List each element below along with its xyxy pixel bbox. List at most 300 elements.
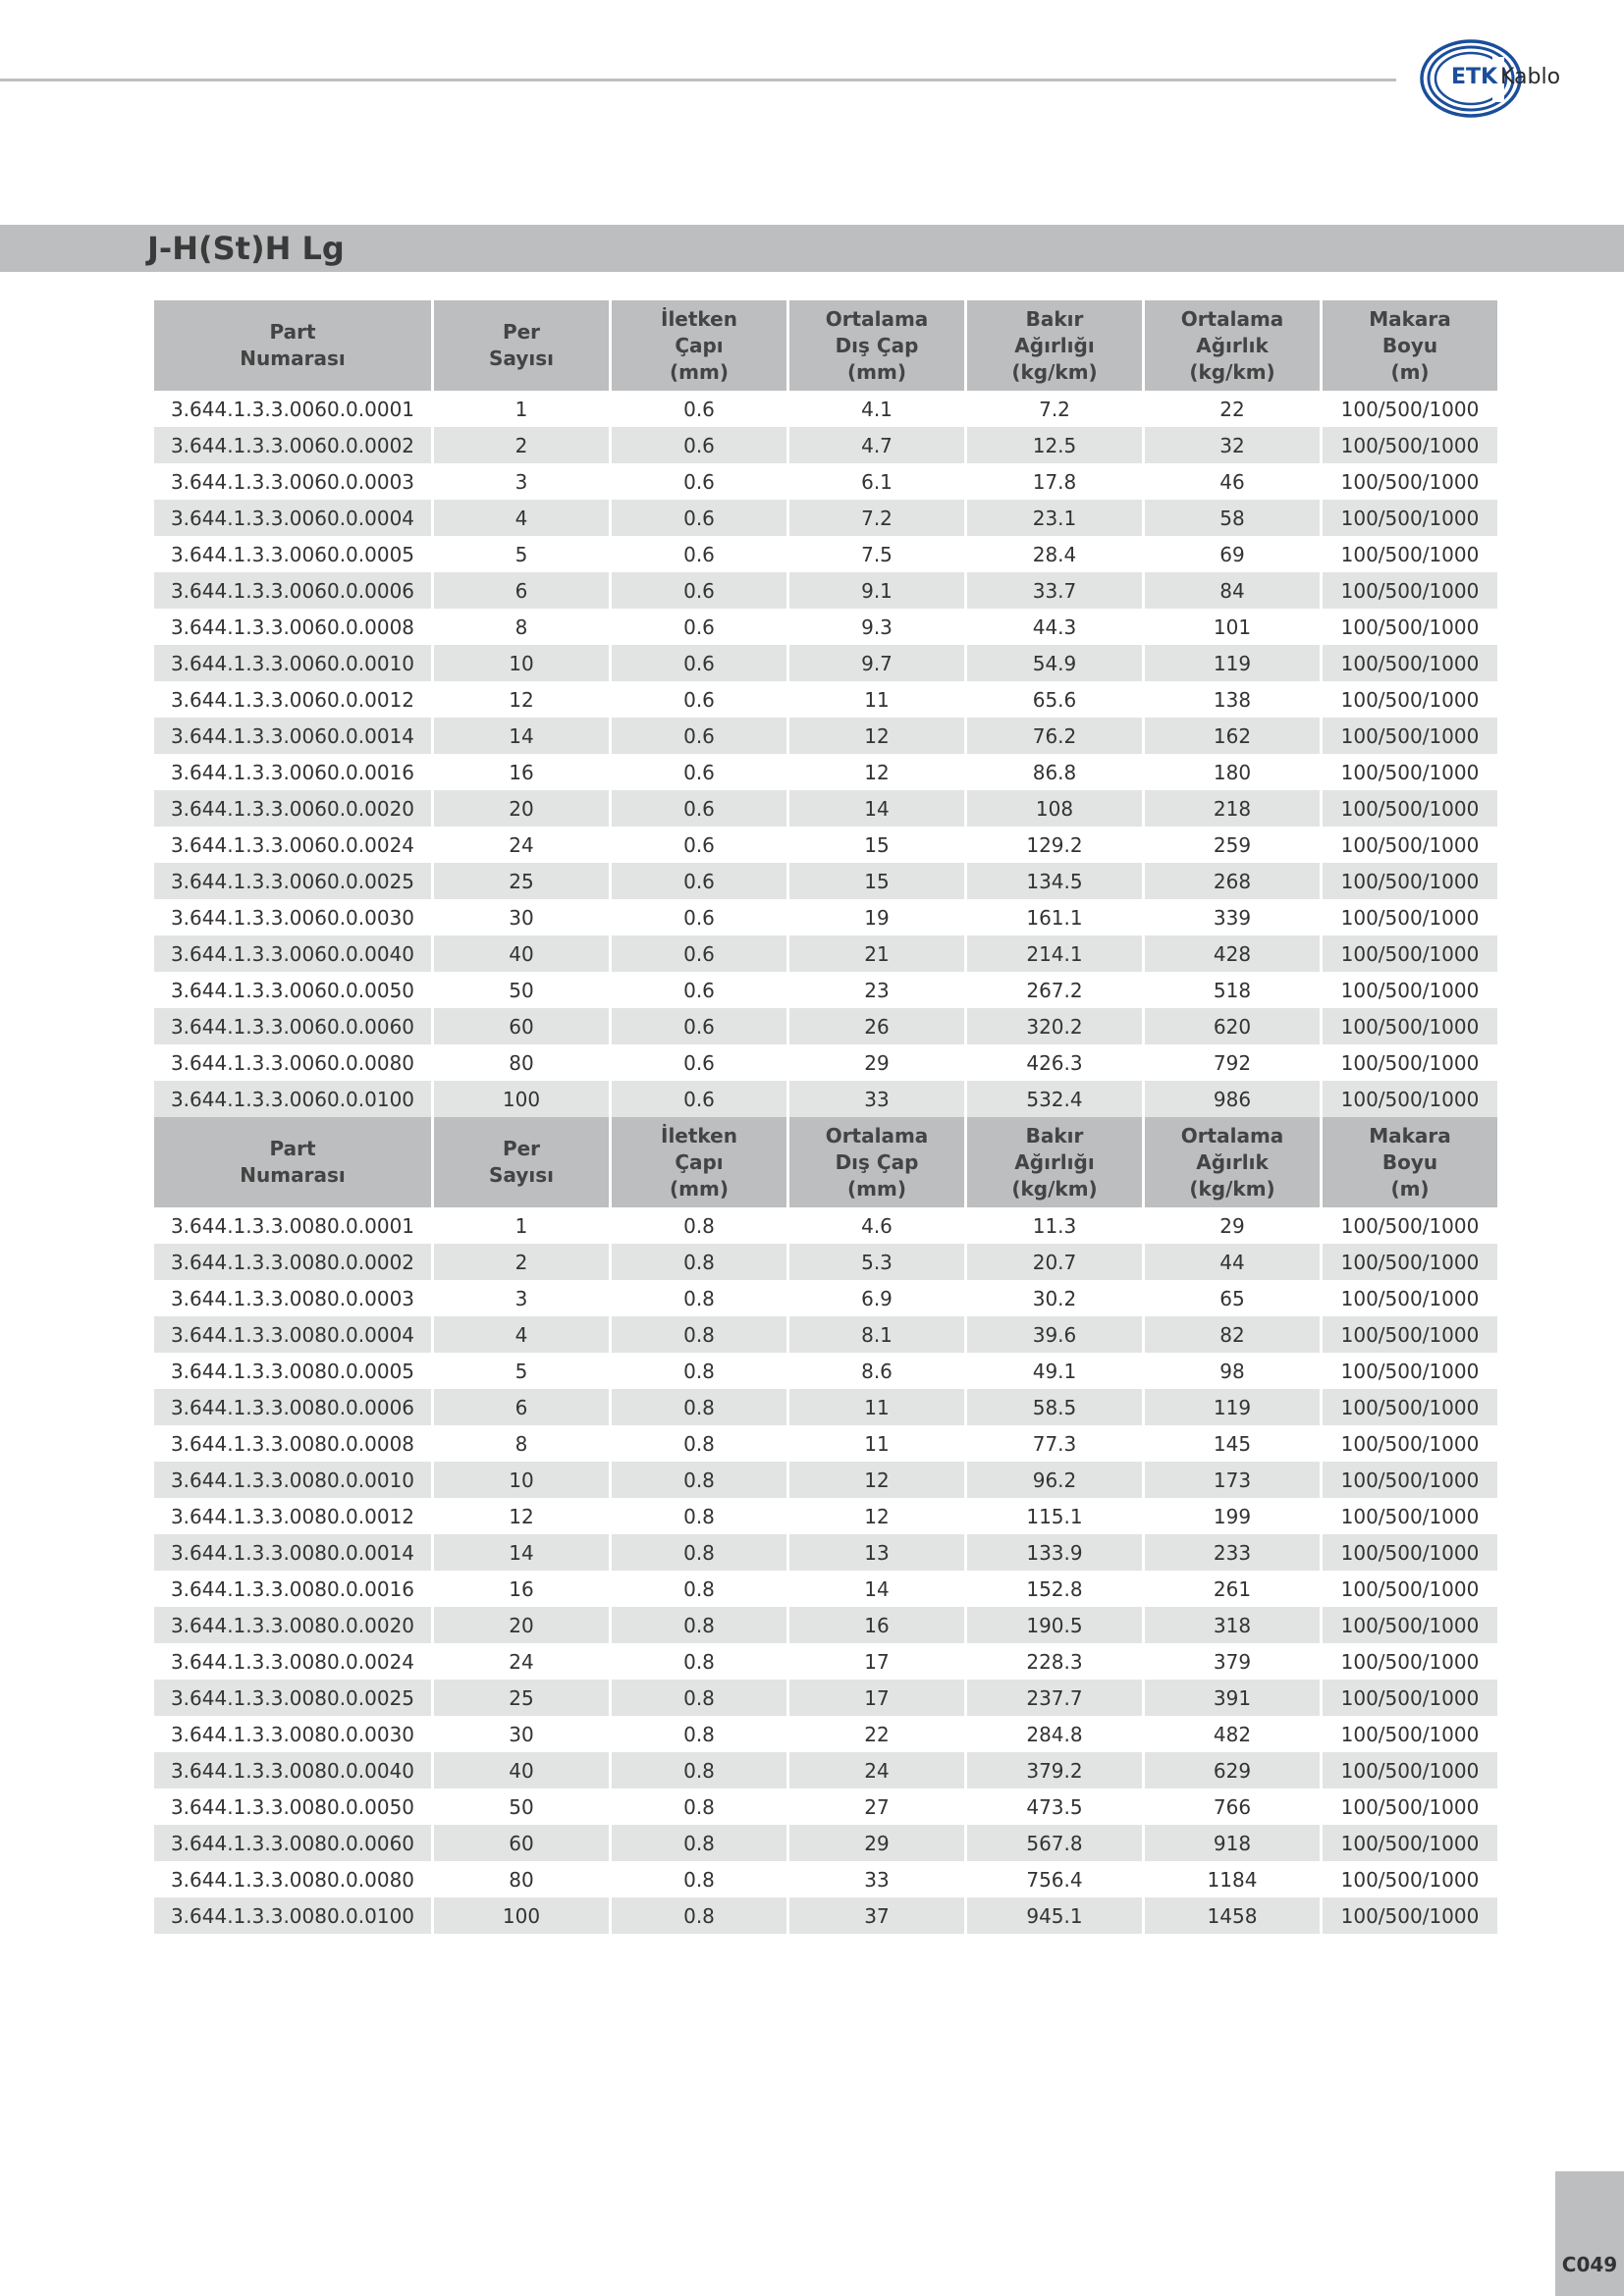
cell-pair-count: 2 <box>434 427 609 463</box>
cell-cable-weight: 918 <box>1145 1825 1320 1861</box>
column-header-line: Dış Çap <box>835 333 919 357</box>
cell-copper-weight: 152.8 <box>967 1571 1142 1607</box>
cell-part-number: 3.644.1.3.3.0060.0.0008 <box>154 609 431 645</box>
cell-copper-weight: 567.8 <box>967 1825 1142 1861</box>
table-row <box>154 572 1497 609</box>
cell-outer-diameter: 11 <box>789 1425 964 1462</box>
table-row <box>154 427 1497 463</box>
column-header-pair-count <box>434 300 609 391</box>
cell-pair-count: 30 <box>434 899 609 935</box>
cell-part-number: 3.644.1.3.3.0060.0.0001 <box>154 391 431 427</box>
cell-cable-weight: 199 <box>1145 1498 1320 1534</box>
cell-reel-length: 100/500/1000 <box>1323 1897 1497 1934</box>
cell-outer-diameter: 33 <box>789 1861 964 1897</box>
column-header-reel-length <box>1323 1117 1497 1207</box>
cell-reel-length: 100/500/1000 <box>1323 827 1497 863</box>
column-header-line: Bakır <box>1025 306 1084 331</box>
cell-outer-diameter: 9.3 <box>789 609 964 645</box>
cell-part-number: 3.644.1.3.3.0080.0.0003 <box>154 1280 431 1316</box>
page-title: J-H(St)H Lg <box>147 230 345 267</box>
cell-outer-diameter: 5.3 <box>789 1244 964 1280</box>
column-header-line: Ortalama <box>1180 306 1284 331</box>
cell-conductor-diameter: 0.8 <box>612 1897 786 1934</box>
cell-pair-count: 24 <box>434 827 609 863</box>
cell-conductor-diameter: 0.6 <box>612 790 786 827</box>
cell-copper-weight: 54.9 <box>967 645 1142 681</box>
cell-reel-length: 100/500/1000 <box>1323 863 1497 899</box>
cell-outer-diameter: 11 <box>789 1389 964 1425</box>
cell-cable-weight: 69 <box>1145 536 1320 572</box>
cell-conductor-diameter: 0.8 <box>612 1607 786 1643</box>
table-row <box>154 1008 1497 1044</box>
cell-part-number: 3.644.1.3.3.0060.0.0025 <box>154 863 431 899</box>
cell-outer-diameter: 11 <box>789 681 964 718</box>
cell-part-number: 3.644.1.3.3.0060.0.0020 <box>154 790 431 827</box>
table-row <box>154 718 1497 754</box>
cell-conductor-diameter: 0.8 <box>612 1716 786 1752</box>
column-header-outer-diameter <box>789 1117 964 1207</box>
cell-pair-count: 12 <box>434 681 609 718</box>
cell-part-number: 3.644.1.3.3.0080.0.0080 <box>154 1861 431 1897</box>
column-header-line: Çapı <box>675 333 724 357</box>
cell-reel-length: 100/500/1000 <box>1323 1280 1497 1316</box>
table-row <box>154 1571 1497 1607</box>
cell-cable-weight: 58 <box>1145 500 1320 536</box>
cell-reel-length: 100/500/1000 <box>1323 1825 1497 1861</box>
cell-part-number: 3.644.1.3.3.0060.0.0080 <box>154 1044 431 1081</box>
column-header-line: Ağırlık <box>1196 333 1269 357</box>
cell-copper-weight: 426.3 <box>967 1044 1142 1081</box>
cell-conductor-diameter: 0.8 <box>612 1498 786 1534</box>
cell-cable-weight: 629 <box>1145 1752 1320 1789</box>
cell-cable-weight: 218 <box>1145 790 1320 827</box>
cell-copper-weight: 214.1 <box>967 935 1142 972</box>
cell-conductor-diameter: 0.8 <box>612 1207 786 1244</box>
cell-part-number: 3.644.1.3.3.0080.0.0016 <box>154 1571 431 1607</box>
cell-outer-diameter: 26 <box>789 1008 964 1044</box>
cell-copper-weight: 161.1 <box>967 899 1142 935</box>
cell-copper-weight: 7.2 <box>967 391 1142 427</box>
column-header-line: (kg/km) <box>1011 1176 1098 1201</box>
cell-part-number: 3.644.1.3.3.0080.0.0006 <box>154 1389 431 1425</box>
cell-reel-length: 100/500/1000 <box>1323 463 1497 500</box>
cell-copper-weight: 39.6 <box>967 1316 1142 1353</box>
column-header-outer-diameter <box>789 300 964 391</box>
column-header-pair-count <box>434 1117 609 1207</box>
column-header-line: Boyu <box>1381 1149 1438 1174</box>
cell-copper-weight: 17.8 <box>967 463 1142 500</box>
cell-part-number: 3.644.1.3.3.0080.0.0100 <box>154 1897 431 1934</box>
cell-cable-weight: 792 <box>1145 1044 1320 1081</box>
column-header-line: Numarası <box>240 347 346 370</box>
column-header-line: (kg/km) <box>1189 359 1275 384</box>
column-header-cable-weight <box>1145 1117 1320 1207</box>
cell-cable-weight: 428 <box>1145 935 1320 972</box>
table-row <box>154 1498 1497 1534</box>
table-row <box>154 681 1497 718</box>
column-header-copper-weight <box>967 300 1142 391</box>
cell-pair-count: 14 <box>434 1534 609 1571</box>
cell-part-number: 3.644.1.3.3.0060.0.0005 <box>154 536 431 572</box>
table-row <box>154 1643 1497 1680</box>
cell-conductor-diameter: 0.6 <box>612 1044 786 1081</box>
cell-pair-count: 3 <box>434 1280 609 1316</box>
cell-copper-weight: 20.7 <box>967 1244 1142 1280</box>
column-header-line: İletken <box>661 1123 737 1148</box>
cell-copper-weight: 284.8 <box>967 1716 1142 1752</box>
cell-conductor-diameter: 0.8 <box>612 1861 786 1897</box>
table-row <box>154 536 1497 572</box>
table-row <box>154 1316 1497 1353</box>
cell-cable-weight: 318 <box>1145 1607 1320 1643</box>
cell-outer-diameter: 14 <box>789 1571 964 1607</box>
cell-cable-weight: 119 <box>1145 645 1320 681</box>
page-tab <box>1555 2171 1624 2296</box>
cell-copper-weight: 86.8 <box>967 754 1142 790</box>
cell-pair-count: 25 <box>434 863 609 899</box>
table-row <box>154 1861 1497 1897</box>
cell-pair-count: 40 <box>434 935 609 972</box>
page-number: C049 <box>1561 2253 1618 2276</box>
cell-reel-length: 100/500/1000 <box>1323 754 1497 790</box>
cell-cable-weight: 162 <box>1145 718 1320 754</box>
cell-cable-weight: 259 <box>1145 827 1320 863</box>
table-row <box>154 1353 1497 1389</box>
column-header-line: (mm) <box>847 359 906 384</box>
cell-part-number: 3.644.1.3.3.0080.0.0010 <box>154 1462 431 1498</box>
column-header-line: (m) <box>1390 1176 1430 1201</box>
cell-copper-weight: 190.5 <box>967 1607 1142 1643</box>
header-rule <box>0 79 1396 81</box>
cell-cable-weight: 84 <box>1145 572 1320 609</box>
cell-cable-weight: 766 <box>1145 1789 1320 1825</box>
column-header-conductor-diameter <box>612 1117 786 1207</box>
column-header-part-number <box>154 300 431 391</box>
cell-outer-diameter: 21 <box>789 935 964 972</box>
cell-reel-length: 100/500/1000 <box>1323 1316 1497 1353</box>
cell-copper-weight: 228.3 <box>967 1643 1142 1680</box>
cell-conductor-diameter: 0.8 <box>612 1643 786 1680</box>
cell-outer-diameter: 12 <box>789 1462 964 1498</box>
cell-pair-count: 1 <box>434 1207 609 1244</box>
cell-part-number: 3.644.1.3.3.0060.0.0014 <box>154 718 431 754</box>
cell-pair-count: 12 <box>434 1498 609 1534</box>
column-header-copper-weight <box>967 1117 1142 1207</box>
cell-cable-weight: 138 <box>1145 681 1320 718</box>
cell-pair-count: 25 <box>434 1680 609 1716</box>
cell-reel-length: 100/500/1000 <box>1323 645 1497 681</box>
cell-part-number: 3.644.1.3.3.0060.0.0100 <box>154 1081 431 1117</box>
column-header-line: (mm) <box>847 1176 906 1201</box>
cell-conductor-diameter: 0.6 <box>612 1008 786 1044</box>
cell-conductor-diameter: 0.8 <box>612 1534 786 1571</box>
table-row <box>154 1789 1497 1825</box>
table-row <box>154 1462 1497 1498</box>
column-header-line: (kg/km) <box>1189 1176 1275 1201</box>
cell-copper-weight: 76.2 <box>967 718 1142 754</box>
cell-outer-diameter: 12 <box>789 1498 964 1534</box>
table-row <box>154 1081 1497 1117</box>
cell-reel-length: 100/500/1000 <box>1323 1425 1497 1462</box>
cell-copper-weight: 30.2 <box>967 1280 1142 1316</box>
cell-outer-diameter: 16 <box>789 1607 964 1643</box>
cell-cable-weight: 32 <box>1145 427 1320 463</box>
column-header-line: (kg/km) <box>1011 359 1098 384</box>
cell-conductor-diameter: 0.8 <box>612 1425 786 1462</box>
cell-pair-count: 80 <box>434 1861 609 1897</box>
table-row <box>154 609 1497 645</box>
column-header-line: Ağırlık <box>1196 1149 1269 1174</box>
cell-part-number: 3.644.1.3.3.0060.0.0024 <box>154 827 431 863</box>
cell-pair-count: 20 <box>434 790 609 827</box>
cell-copper-weight: 65.6 <box>967 681 1142 718</box>
cell-pair-count: 5 <box>434 1353 609 1389</box>
cell-reel-length: 100/500/1000 <box>1323 1607 1497 1643</box>
cell-reel-length: 100/500/1000 <box>1323 681 1497 718</box>
cell-reel-length: 100/500/1000 <box>1323 1498 1497 1534</box>
cell-pair-count: 5 <box>434 536 609 572</box>
cell-reel-length: 100/500/1000 <box>1323 718 1497 754</box>
cell-conductor-diameter: 0.6 <box>612 427 786 463</box>
cell-conductor-diameter: 0.6 <box>612 645 786 681</box>
cell-outer-diameter: 19 <box>789 899 964 935</box>
cell-outer-diameter: 4.7 <box>789 427 964 463</box>
cell-reel-length: 100/500/1000 <box>1323 609 1497 645</box>
column-header-line: Ortalama <box>825 306 929 331</box>
cell-conductor-diameter: 0.6 <box>612 827 786 863</box>
column-header-line: Ağırlığı <box>1014 1149 1095 1174</box>
cell-reel-length: 100/500/1000 <box>1323 1008 1497 1044</box>
cell-reel-length: 100/500/1000 <box>1323 790 1497 827</box>
column-header-line: Ağırlığı <box>1014 333 1095 357</box>
cell-reel-length: 100/500/1000 <box>1323 1752 1497 1789</box>
cell-pair-count: 10 <box>434 1462 609 1498</box>
cell-reel-length: 100/500/1000 <box>1323 1044 1497 1081</box>
cell-pair-count: 30 <box>434 1716 609 1752</box>
cell-cable-weight: 986 <box>1145 1081 1320 1117</box>
column-header-line: (mm) <box>670 359 729 384</box>
cell-cable-weight: 180 <box>1145 754 1320 790</box>
cell-outer-diameter: 9.1 <box>789 572 964 609</box>
cell-conductor-diameter: 0.6 <box>612 754 786 790</box>
table-row <box>154 1207 1497 1244</box>
cell-conductor-diameter: 0.6 <box>612 972 786 1008</box>
column-header-line: Sayısı <box>489 347 554 370</box>
cell-outer-diameter: 14 <box>789 790 964 827</box>
cell-part-number: 3.644.1.3.3.0080.0.0002 <box>154 1244 431 1280</box>
cell-pair-count: 10 <box>434 645 609 681</box>
cell-copper-weight: 379.2 <box>967 1752 1142 1789</box>
cell-conductor-diameter: 0.8 <box>612 1789 786 1825</box>
table-row <box>154 645 1497 681</box>
cell-reel-length: 100/500/1000 <box>1323 1462 1497 1498</box>
table-row <box>154 1044 1497 1081</box>
cell-outer-diameter: 7.2 <box>789 500 964 536</box>
cell-copper-weight: 23.1 <box>967 500 1142 536</box>
cell-part-number: 3.644.1.3.3.0080.0.0008 <box>154 1425 431 1462</box>
cell-conductor-diameter: 0.8 <box>612 1353 786 1389</box>
cell-part-number: 3.644.1.3.3.0080.0.0040 <box>154 1752 431 1789</box>
cell-pair-count: 24 <box>434 1643 609 1680</box>
cell-cable-weight: 119 <box>1145 1389 1320 1425</box>
cell-reel-length: 100/500/1000 <box>1323 899 1497 935</box>
cell-copper-weight: 532.4 <box>967 1081 1142 1117</box>
column-header-line: Per <box>502 1137 541 1160</box>
cell-part-number: 3.644.1.3.3.0060.0.0006 <box>154 572 431 609</box>
table-row <box>154 1425 1497 1462</box>
cell-part-number: 3.644.1.3.3.0080.0.0004 <box>154 1316 431 1353</box>
cell-outer-diameter: 15 <box>789 863 964 899</box>
cell-outer-diameter: 6.1 <box>789 463 964 500</box>
cell-outer-diameter: 7.5 <box>789 536 964 572</box>
cell-cable-weight: 482 <box>1145 1716 1320 1752</box>
cell-pair-count: 3 <box>434 463 609 500</box>
cell-pair-count: 50 <box>434 972 609 1008</box>
cell-cable-weight: 173 <box>1145 1462 1320 1498</box>
cell-conductor-diameter: 0.8 <box>612 1680 786 1716</box>
cell-copper-weight: 49.1 <box>967 1353 1142 1389</box>
cell-reel-length: 100/500/1000 <box>1323 1534 1497 1571</box>
cell-copper-weight: 945.1 <box>967 1897 1142 1934</box>
cell-part-number: 3.644.1.3.3.0080.0.0020 <box>154 1607 431 1643</box>
cell-pair-count: 8 <box>434 1425 609 1462</box>
column-header-line: Sayısı <box>489 1163 554 1187</box>
cell-conductor-diameter: 0.6 <box>612 463 786 500</box>
column-header-line: Per <box>502 320 541 344</box>
cell-copper-weight: 77.3 <box>967 1425 1142 1462</box>
cell-pair-count: 80 <box>434 1044 609 1081</box>
cell-cable-weight: 145 <box>1145 1425 1320 1462</box>
table-row <box>154 1607 1497 1643</box>
cell-reel-length: 100/500/1000 <box>1323 1389 1497 1425</box>
cell-outer-diameter: 6.9 <box>789 1280 964 1316</box>
cell-part-number: 3.644.1.3.3.0080.0.0014 <box>154 1534 431 1571</box>
cell-pair-count: 14 <box>434 718 609 754</box>
table-row <box>154 391 1497 427</box>
cell-copper-weight: 133.9 <box>967 1534 1142 1571</box>
column-header-line: Ortalama <box>825 1123 929 1148</box>
column-header-conductor-diameter <box>612 300 786 391</box>
cell-cable-weight: 22 <box>1145 391 1320 427</box>
table-header-row <box>154 300 1497 391</box>
cell-part-number: 3.644.1.3.3.0080.0.0012 <box>154 1498 431 1534</box>
cell-cable-weight: 339 <box>1145 899 1320 935</box>
cell-copper-weight: 44.3 <box>967 609 1142 645</box>
cell-reel-length: 100/500/1000 <box>1323 391 1497 427</box>
etk-kablo-logo <box>1418 35 1585 124</box>
cell-part-number: 3.644.1.3.3.0060.0.0050 <box>154 972 431 1008</box>
cell-conductor-diameter: 0.6 <box>612 899 786 935</box>
cell-pair-count: 2 <box>434 1244 609 1280</box>
cell-reel-length: 100/500/1000 <box>1323 1207 1497 1244</box>
cell-part-number: 3.644.1.3.3.0080.0.0025 <box>154 1680 431 1716</box>
cell-conductor-diameter: 0.6 <box>612 572 786 609</box>
cell-part-number: 3.644.1.3.3.0060.0.0004 <box>154 500 431 536</box>
cell-part-number: 3.644.1.3.3.0060.0.0003 <box>154 463 431 500</box>
table-row <box>154 1389 1497 1425</box>
cell-reel-length: 100/500/1000 <box>1323 1861 1497 1897</box>
cell-copper-weight: 96.2 <box>967 1462 1142 1498</box>
cell-part-number: 3.644.1.3.3.0080.0.0005 <box>154 1353 431 1389</box>
cell-cable-weight: 261 <box>1145 1571 1320 1607</box>
cell-cable-weight: 65 <box>1145 1280 1320 1316</box>
cell-part-number: 3.644.1.3.3.0060.0.0030 <box>154 899 431 935</box>
cell-conductor-diameter: 0.6 <box>612 609 786 645</box>
column-header-line: İletken <box>661 306 737 331</box>
cell-cable-weight: 233 <box>1145 1534 1320 1571</box>
cell-reel-length: 100/500/1000 <box>1323 1081 1497 1117</box>
cell-reel-length: 100/500/1000 <box>1323 1571 1497 1607</box>
cell-pair-count: 40 <box>434 1752 609 1789</box>
cell-reel-length: 100/500/1000 <box>1323 972 1497 1008</box>
cell-outer-diameter: 9.7 <box>789 645 964 681</box>
spec-table-body <box>154 300 1497 1934</box>
cell-part-number: 3.644.1.3.3.0080.0.0001 <box>154 1207 431 1244</box>
cell-reel-length: 100/500/1000 <box>1323 572 1497 609</box>
cell-copper-weight: 320.2 <box>967 1008 1142 1044</box>
table-row <box>154 790 1497 827</box>
cell-copper-weight: 108 <box>967 790 1142 827</box>
cell-reel-length: 100/500/1000 <box>1323 1353 1497 1389</box>
table-row <box>154 463 1497 500</box>
cell-outer-diameter: 8.1 <box>789 1316 964 1353</box>
cell-pair-count: 1 <box>434 391 609 427</box>
column-header-line: Numarası <box>240 1163 346 1187</box>
cell-outer-diameter: 33 <box>789 1081 964 1117</box>
cell-pair-count: 4 <box>434 500 609 536</box>
column-header-cable-weight <box>1145 300 1320 391</box>
column-header-line: Boyu <box>1381 333 1438 357</box>
cell-outer-diameter: 29 <box>789 1044 964 1081</box>
cell-conductor-diameter: 0.6 <box>612 536 786 572</box>
table-row <box>154 1825 1497 1861</box>
table-row <box>154 827 1497 863</box>
cable-spec-table <box>151 300 1500 1934</box>
table-row <box>154 1680 1497 1716</box>
cell-reel-length: 100/500/1000 <box>1323 1680 1497 1716</box>
cell-outer-diameter: 15 <box>789 827 964 863</box>
column-header-line: (mm) <box>670 1176 729 1201</box>
table-row <box>154 1244 1497 1280</box>
cell-cable-weight: 1184 <box>1145 1861 1320 1897</box>
cell-cable-weight: 101 <box>1145 609 1320 645</box>
column-header-line: Bakır <box>1025 1123 1084 1148</box>
cell-conductor-diameter: 0.8 <box>612 1825 786 1861</box>
cell-cable-weight: 29 <box>1145 1207 1320 1244</box>
cell-part-number: 3.644.1.3.3.0060.0.0040 <box>154 935 431 972</box>
cell-pair-count: 100 <box>434 1081 609 1117</box>
cell-part-number: 3.644.1.3.3.0060.0.0002 <box>154 427 431 463</box>
cell-outer-diameter: 17 <box>789 1680 964 1716</box>
cell-copper-weight: 267.2 <box>967 972 1142 1008</box>
cell-copper-weight: 756.4 <box>967 1861 1142 1897</box>
cell-pair-count: 16 <box>434 754 609 790</box>
cell-pair-count: 4 <box>434 1316 609 1353</box>
cell-copper-weight: 33.7 <box>967 572 1142 609</box>
cell-copper-weight: 58.5 <box>967 1389 1142 1425</box>
cell-cable-weight: 268 <box>1145 863 1320 899</box>
cell-outer-diameter: 23 <box>789 972 964 1008</box>
column-header-reel-length <box>1323 300 1497 391</box>
column-header-line: Çapı <box>675 1149 724 1174</box>
table-row <box>154 1897 1497 1934</box>
cell-copper-weight: 115.1 <box>967 1498 1142 1534</box>
logo-name: Kablo <box>1500 65 1561 89</box>
cell-cable-weight: 391 <box>1145 1680 1320 1716</box>
cell-pair-count: 6 <box>434 572 609 609</box>
cell-conductor-diameter: 0.6 <box>612 863 786 899</box>
table-row <box>154 1752 1497 1789</box>
